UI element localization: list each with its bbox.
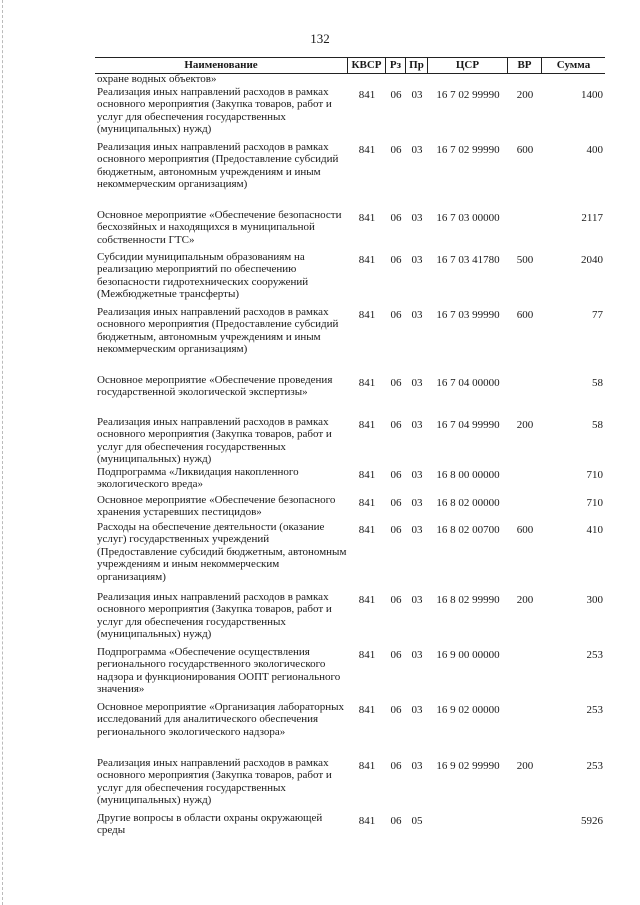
row-sum: 300 bbox=[586, 593, 603, 606]
row-name: Подпрограмма «Обеспечение осуществления регионального государственного экологического надзора и функционирования ООПТ регионального значения» bbox=[97, 645, 341, 695]
row-kvsr: 841 bbox=[358, 496, 376, 509]
row-rz: 06 bbox=[390, 88, 402, 101]
row-pr: 03 bbox=[411, 593, 423, 606]
row-rz: 06 bbox=[390, 143, 402, 156]
table-row bbox=[95, 521, 615, 591]
row-vr: 200 bbox=[516, 88, 534, 101]
row-name: Основное мероприятие «Обеспечение безопасности бесхозяйных и находящихся в муниципальной собственности ГТС» bbox=[97, 208, 342, 246]
row-rz: 06 bbox=[390, 308, 402, 321]
row-kvsr: 841 bbox=[358, 211, 376, 224]
row-kvsr: 841 bbox=[358, 308, 376, 321]
scan-edge bbox=[2, 0, 4, 905]
row-kvsr: 841 bbox=[358, 593, 376, 606]
row-vr: 600 bbox=[516, 143, 534, 156]
table-row bbox=[95, 466, 615, 494]
row-sum: 400 bbox=[586, 143, 603, 156]
row-sum: 2117 bbox=[581, 211, 603, 224]
table-row bbox=[95, 494, 615, 521]
row-vr: 600 bbox=[516, 523, 534, 536]
row-sum: 410 bbox=[586, 523, 603, 536]
row-pr: 03 bbox=[411, 253, 423, 266]
row-vr bbox=[508, 701, 542, 704]
row-pr: 03 bbox=[411, 468, 423, 481]
row-pr: 03 bbox=[411, 88, 423, 101]
row-sum: 77 bbox=[592, 308, 603, 321]
row-rz: 06 bbox=[390, 759, 402, 772]
table-row bbox=[95, 251, 615, 306]
row-name: Реализация иных направлений расходов в рамках основного мероприятия (Закупка товаров, работ и услуг для обеспечения государственных (муниципальных) нужд) bbox=[97, 415, 332, 465]
row-name: Основное мероприятие «Обеспечение проведения государственной экологической экспертизы» bbox=[97, 373, 333, 398]
row-pr: 03 bbox=[411, 211, 423, 224]
header-pr: Пр bbox=[406, 58, 428, 73]
row-csr: 16 8 02 00700 bbox=[436, 523, 500, 536]
row-pr: 03 bbox=[411, 308, 423, 321]
row-csr: 16 9 00 00000 bbox=[436, 648, 500, 661]
row-rz: 06 bbox=[390, 648, 402, 661]
row-sum: 5926 bbox=[581, 814, 603, 827]
row-kvsr: 841 bbox=[358, 523, 376, 536]
row-name: Расходы на обеспечение деятельности (оказание услуг) государственных учреждений (Предоставление субсидий бюджетным, автономным учреждениям и иным некоммерческим организациям) bbox=[97, 520, 347, 583]
row-kvsr: 841 bbox=[358, 88, 376, 101]
row-csr: 16 8 02 00000 bbox=[436, 496, 500, 509]
row-vr: 500 bbox=[516, 253, 534, 266]
row-sum: 253 bbox=[586, 648, 603, 661]
row-kvsr: 841 bbox=[358, 703, 376, 716]
header-vr: ВР bbox=[508, 58, 542, 73]
row-vr: 200 bbox=[516, 593, 534, 606]
row-name: Подпрограмма «Ликвидация накопленного экологического вреда» bbox=[97, 465, 299, 490]
table-body bbox=[95, 73, 615, 842]
continuation-text: охране водных объектов» bbox=[97, 73, 217, 85]
row-kvsr: 841 bbox=[358, 376, 376, 389]
row-csr: 16 7 02 99990 bbox=[436, 143, 500, 156]
row-vr: 600 bbox=[516, 308, 534, 321]
row-pr: 03 bbox=[411, 703, 423, 716]
table-row bbox=[95, 591, 615, 646]
row-name: Другие вопросы в области охраны окружающей среды bbox=[97, 811, 323, 836]
row-vr bbox=[508, 466, 542, 469]
row-sum: 2040 bbox=[581, 253, 603, 266]
row-csr: 16 7 04 99990 bbox=[436, 418, 500, 431]
table-header bbox=[95, 57, 605, 74]
row-rz: 06 bbox=[390, 211, 402, 224]
page-number: 132 bbox=[310, 31, 330, 46]
row-rz: 06 bbox=[390, 593, 402, 606]
row-kvsr: 841 bbox=[358, 253, 376, 266]
row-sum: 253 bbox=[586, 759, 603, 772]
row-kvsr: 841 bbox=[358, 468, 376, 481]
row-name: Субсидии муниципальным образованиям на реализацию мероприятий по обеспечению безопасности гидротехнических сооружений (Межбюджетные трансферты) bbox=[97, 250, 309, 300]
row-sum: 58 bbox=[592, 376, 603, 389]
row-rz: 06 bbox=[390, 418, 402, 431]
row-csr: 16 7 03 00000 bbox=[436, 211, 500, 224]
row-pr: 03 bbox=[411, 376, 423, 389]
header-sum: Сумма bbox=[556, 59, 591, 71]
header-kvsr: КВСР bbox=[348, 58, 386, 73]
row-rz: 06 bbox=[390, 814, 402, 827]
row-vr: 200 bbox=[516, 759, 534, 772]
row-kvsr: 841 bbox=[358, 418, 376, 431]
row-sum: 1400 bbox=[581, 88, 603, 101]
row-name: Реализация иных направлений расходов в рамках основного мероприятия (Предоставление субсидий бюджетным, автономным учреждениям и иным некоммерческим организациям) bbox=[97, 140, 339, 190]
row-vr bbox=[508, 494, 542, 497]
table-row bbox=[95, 374, 615, 416]
row-kvsr: 841 bbox=[358, 759, 376, 772]
row-csr: 16 7 02 99990 bbox=[436, 88, 500, 101]
row-rz: 06 bbox=[390, 253, 402, 266]
table-row bbox=[95, 757, 615, 812]
row-sum: 710 bbox=[586, 468, 603, 481]
table-row bbox=[95, 646, 615, 701]
header-csr: ЦСР bbox=[428, 58, 508, 73]
row-csr: 16 8 00 00000 bbox=[436, 468, 500, 481]
row-name: Основное мероприятие «Обеспечение безопасного хранения устаревших пестицидов» bbox=[97, 493, 336, 518]
row-csr: 16 9 02 00000 bbox=[436, 703, 500, 716]
row-vr: 200 bbox=[516, 418, 534, 431]
row-name: Реализация иных направлений расходов в рамках основного мероприятия (Предоставление субсидий бюджетным, автономным учреждениям и иным некоммерческим организациям) bbox=[97, 305, 339, 355]
row-vr bbox=[508, 209, 542, 212]
row-rz: 06 bbox=[390, 496, 402, 509]
table-row bbox=[95, 86, 615, 141]
row-csr: 16 9 02 99990 bbox=[436, 759, 500, 772]
row-pr: 03 bbox=[411, 496, 423, 509]
row-name: Основное мероприятие «Организация лабораторных исследований для аналитического обеспечения регионального экологического надзора» bbox=[97, 700, 344, 738]
row-pr: 03 bbox=[411, 418, 423, 431]
row-csr bbox=[428, 812, 508, 815]
row-kvsr: 841 bbox=[358, 143, 376, 156]
row-rz: 06 bbox=[390, 376, 402, 389]
row-pr: 03 bbox=[411, 523, 423, 536]
row-sum: 710 bbox=[586, 496, 603, 509]
table-row bbox=[95, 812, 615, 842]
row-rz: 06 bbox=[390, 703, 402, 716]
header-rz: Рз bbox=[386, 58, 406, 73]
row-csr: 16 7 03 99990 bbox=[436, 308, 500, 321]
row-csr: 16 7 04 00000 bbox=[436, 376, 500, 389]
row-pr: 03 bbox=[411, 759, 423, 772]
row-csr: 16 8 02 99990 bbox=[436, 593, 500, 606]
row-vr bbox=[508, 646, 542, 649]
row-vr bbox=[508, 812, 542, 815]
row-sum: 253 bbox=[586, 703, 603, 716]
row-pr: 05 bbox=[411, 814, 423, 827]
row-kvsr: 841 bbox=[358, 814, 376, 827]
row-name: Реализация иных направлений расходов в рамках основного мероприятия (Закупка товаров, работ и услуг для обеспечения государственных (муниципальных) нужд) bbox=[97, 85, 332, 135]
table-row bbox=[95, 701, 615, 757]
row-pr: 03 bbox=[411, 648, 423, 661]
row-rz: 06 bbox=[390, 523, 402, 536]
row-kvsr: 841 bbox=[358, 648, 376, 661]
row-name: Реализация иных направлений расходов в рамках основного мероприятия (Закупка товаров, работ и услуг для обеспечения государственных (муниципальных) нужд) bbox=[97, 590, 332, 640]
row-csr: 16 7 03 41780 bbox=[436, 253, 500, 266]
row-sum: 58 bbox=[592, 418, 603, 431]
row-rz: 06 bbox=[390, 468, 402, 481]
row-pr: 03 bbox=[411, 143, 423, 156]
row-vr bbox=[508, 374, 542, 377]
table-row bbox=[95, 209, 615, 251]
table-row bbox=[95, 306, 615, 374]
header-name: Наименование bbox=[95, 58, 348, 73]
row-name: Реализация иных направлений расходов в рамках основного мероприятия (Закупка товаров, работ и услуг для обеспечения государственных (муниципальных) нужд) bbox=[97, 756, 332, 806]
table-row bbox=[95, 416, 615, 466]
table-row bbox=[95, 141, 615, 209]
